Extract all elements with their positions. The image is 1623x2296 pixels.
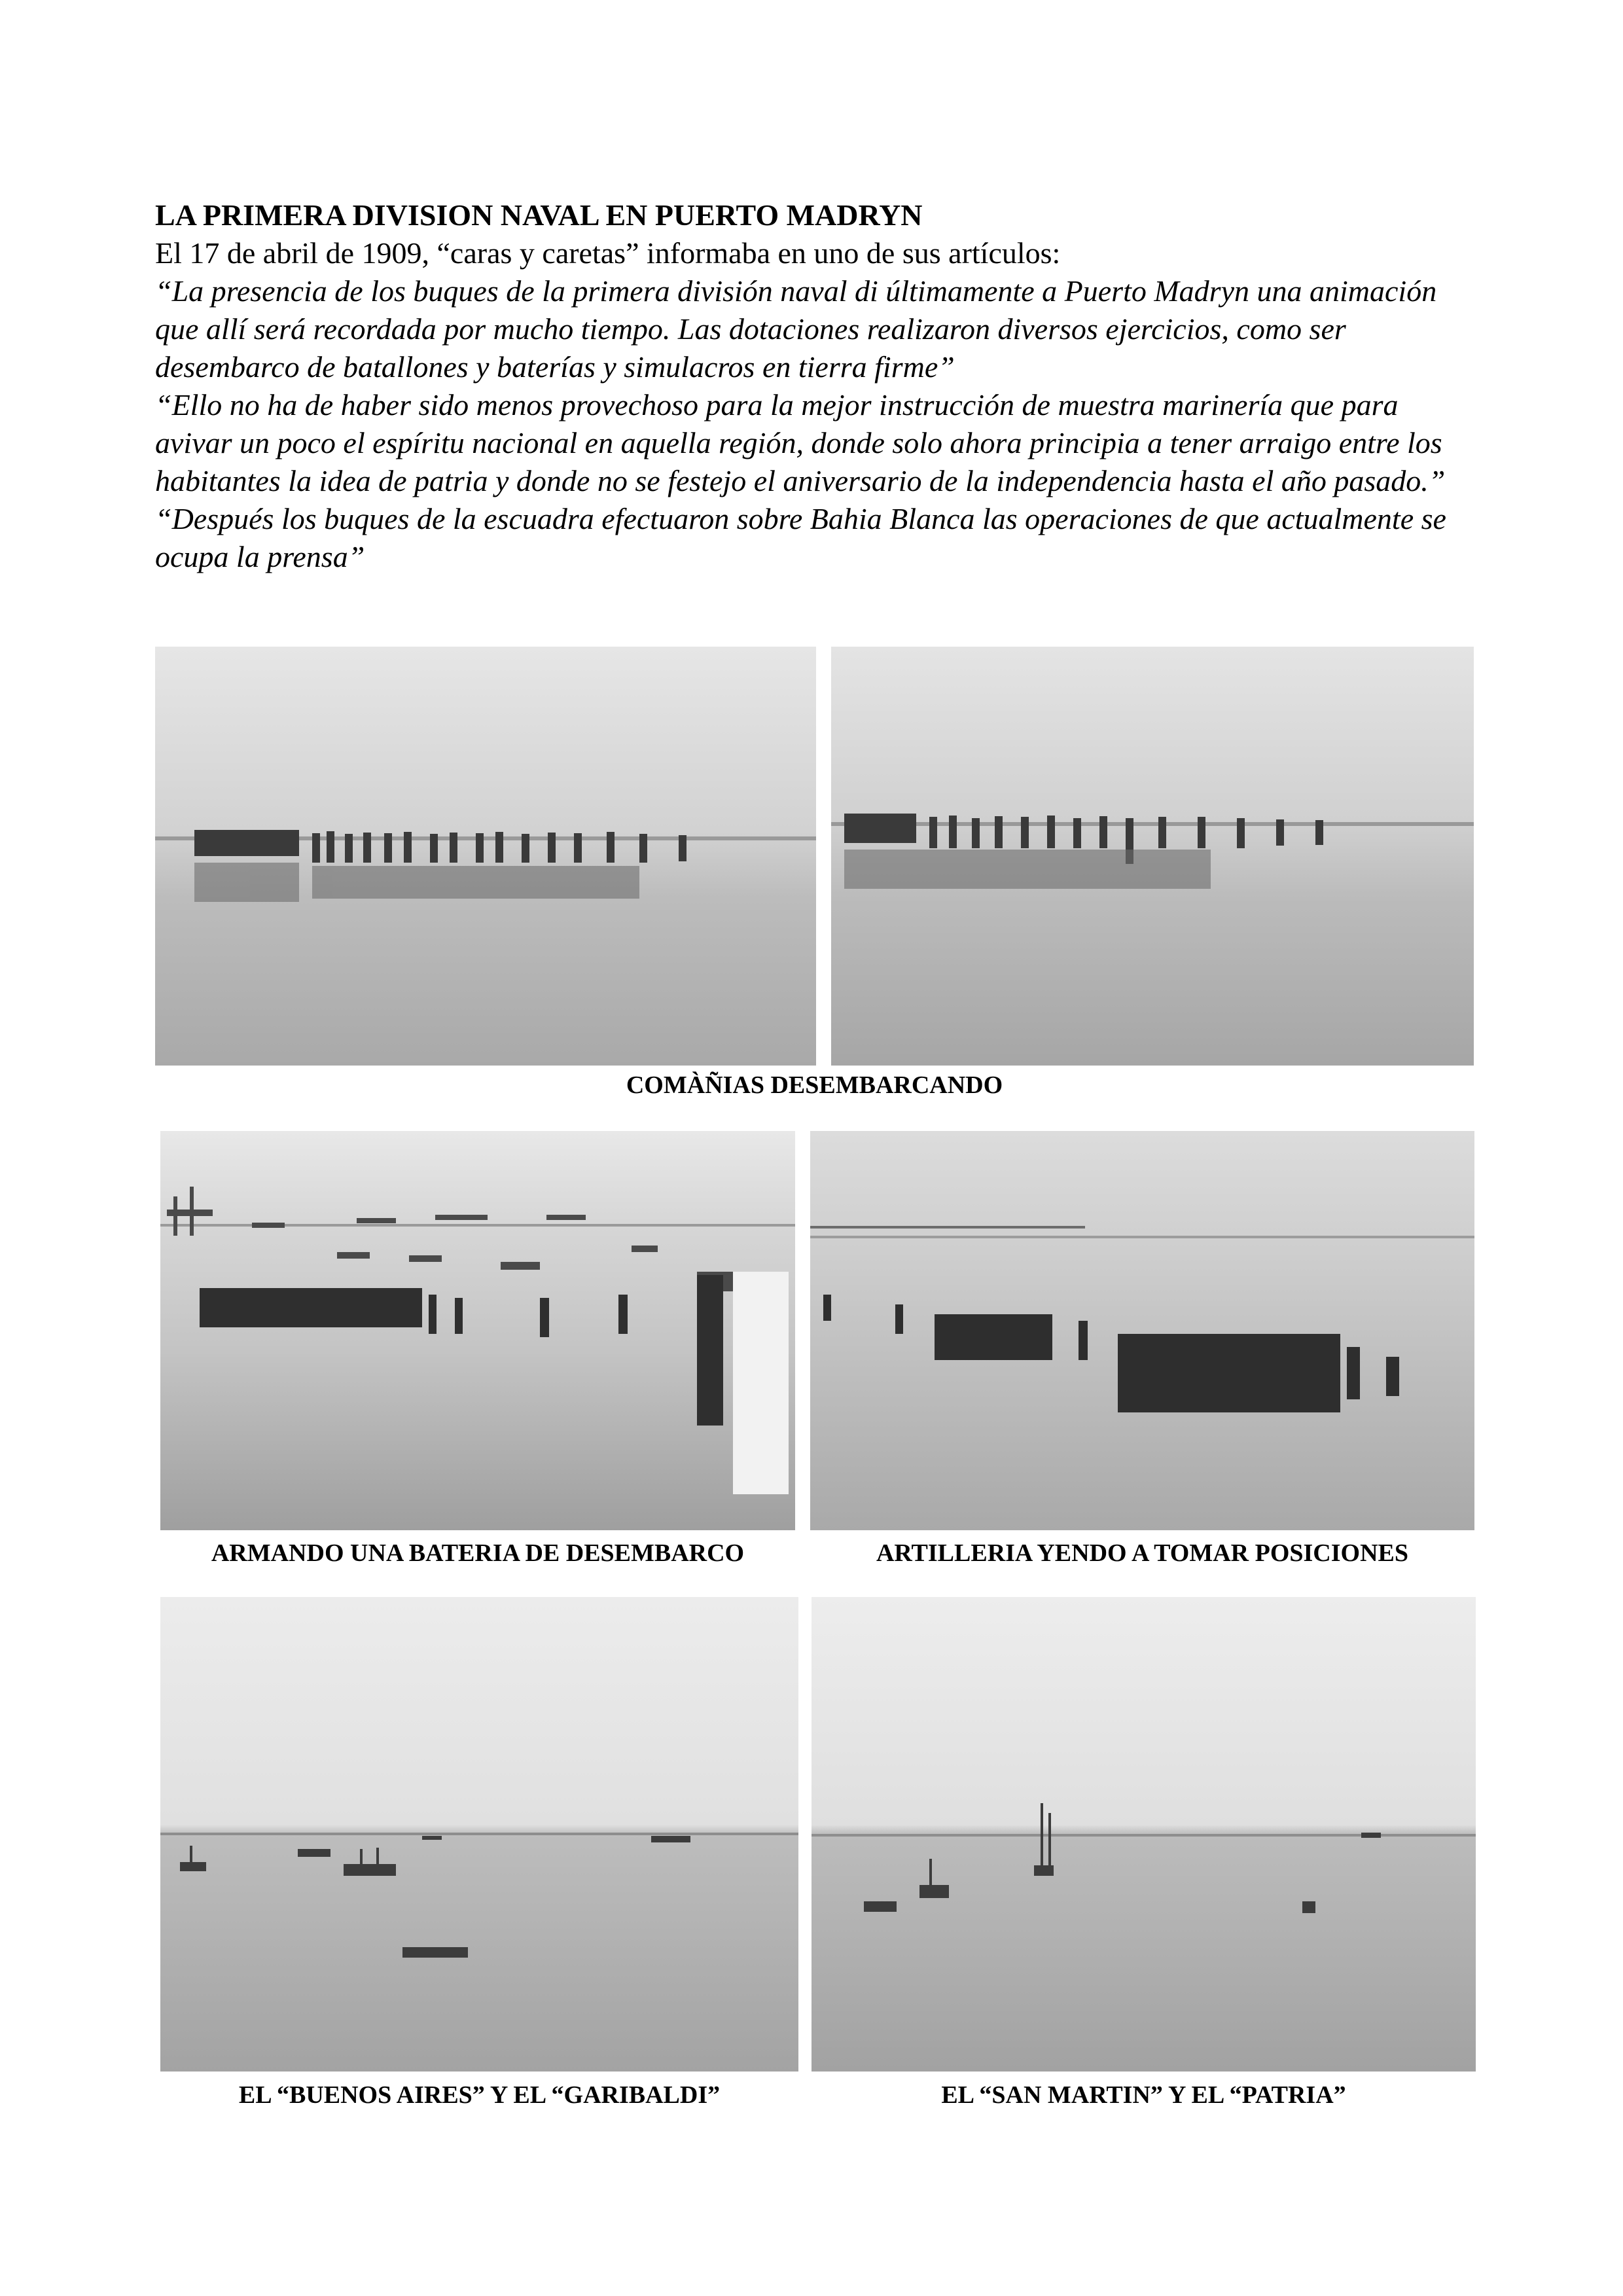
photo-ships-left (160, 1597, 798, 2072)
caption-battery: ARMANDO UNA BATERIA DE DESEMBARCO (211, 1539, 745, 1567)
caption-ships-left: EL “BUENOS AIRES” Y EL “GARIBALDI” (238, 2081, 721, 2109)
photo-landing-left (155, 647, 816, 1066)
photo-landing-right (831, 647, 1474, 1066)
article-text (155, 196, 1477, 576)
photo-ships-right (812, 1597, 1476, 2072)
article-title: LA PRIMERA DIVISION NAVAL EN PUERTO MADRYN (155, 198, 923, 232)
quote-paragraph: “La presencia de los buques de la primera división naval di últimamente a Puerto Madryn una animación que allí será recordada por mucho tiempo. Las dotaciones realizaron diversos ejercicios, como ser desembarco de batallones y baterías y simulacros en tierra firme” (155, 274, 1437, 384)
article-intro: El 17 de abril de 1909, “caras y caretas” informaba en uno de sus artículos: (155, 236, 1061, 270)
quote-paragraph: “Después los buques de la escuadra efectuaron sobre Bahia Blanca las operaciones de que actualmente se ocupa la prensa” (155, 502, 1446, 573)
caption-landing: COMÀÑIAS DESEMBARCANDO (626, 1071, 1003, 1099)
caption-ships-right: EL “SAN MARTIN” Y EL “PATRIA” (941, 2081, 1346, 2109)
photo-battery (160, 1131, 795, 1530)
caption-artillery: ARTILLERIA YENDO A TOMAR POSICIONES (876, 1539, 1409, 1567)
quote-paragraph: “Ello no ha de haber sido menos provechoso para la mejor instrucción de muestra marinería que para avivar un poco el espíritu nacional en aquella región, donde solo ahora principia a tener arraigo entre los habitantes la idea de patria y donde no se festejo el aniversario de la independencia hasta el año pasado.” (155, 388, 1446, 497)
photo-artillery (810, 1131, 1474, 1530)
